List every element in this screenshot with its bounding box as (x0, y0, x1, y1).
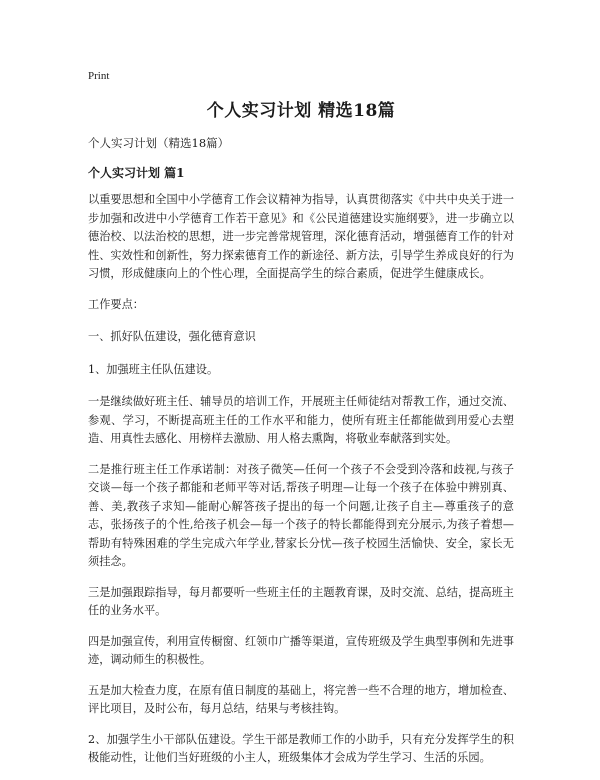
paragraph-item-3: 三是加强跟踪指导，每月都要听一些班主任的主题教育课，及时交流、总结，提高班主任的业务水平。 (88, 585, 514, 617)
paragraph-heading-1: 一、抓好队伍建设，强化德育意识 (88, 330, 256, 343)
paragraph-intro: 以重要思想和全国中小学德育工作会议精神为指导，认真贯彻落实《中共中央关于进一步加强和改进中小学德育工作若干意见》和《公民道德建设实施纲要》，进一步确立以德治校、以法治校的思想，进一步完善常规管理，深化德育活动，增强德育工作的针对性、实效性和创新性，努力探索德育工作的新途径、新方法，引导学生养成良好的行为习惯，形成健康向上的个性心理，全面提高学生的综合素质，促进学生健康成长。 (88, 193, 514, 280)
paragraph-item-1: 一是继续做好班主任、辅导员的培训工作，开展班主任师徒结对帮教工作，通过交流、参观、学习，不断提高班主任的工作水平和能力，使所有班主任都能做到用爱心去塑造、用真性去感化、用榜样去激励、用人格去熏陶，将敬业奉献落到实处。 (88, 395, 514, 445)
document-subtitle: 个人实习计划（精选18篇） (88, 136, 230, 150)
paragraph-work-points: 工作要点： (88, 297, 144, 311)
page-title: 个人实习计划 精选18篇 (206, 101, 396, 121)
paragraph-item-4: 四是加强宣传，利用宣传橱窗、红领巾广播等渠道，宣传班级及学生典型事例和先进事迹，调动师生的积极性。 (88, 634, 514, 666)
paragraph-heading-1-1: 1、加强班主任队伍建设。 (88, 362, 219, 376)
paragraph-heading-1-2: 2、加强学生小干部队伍建设。学生干部是教师工作的小助手，只有充分发挥学生的积极能动性，让他们当好班级的小主人，班级集体才会成为学生学习、生活的乐园。 (88, 732, 514, 764)
paragraph-item-5: 五是加大检查力度，在原有值日制度的基础上，将完善一些不合理的地方，增加检查、评比项目，及时公布，每月总结，结果与考核挂钩。 (88, 683, 514, 715)
print-label[interactable]: Print (88, 70, 110, 82)
section-heading: 个人实习计划 篇1 (88, 166, 185, 180)
paragraph-item-2: 二是推行班主任工作承诺制：对孩子微笑—任何一个孩子不会受到冷落和歧视,与孩子交谈—每一个孩子都能和老师平等对话,帮孩子明理—让每一个孩子在体验中辨别真、善、美,教孩子求知—能耐心解答孩子提出的每一个问题,让孩子自主—尊重孩子的意志，张扬孩子的个性,给孩子机会—每一个孩子的特长都能得到充分展示,为孩子着想—帮助有特殊困难的学生完成六年学业,替家长分忧—孩子校园生活愉快、安全，家长无须挂念。 (88, 462, 514, 568)
document-page (88, 70, 514, 780)
